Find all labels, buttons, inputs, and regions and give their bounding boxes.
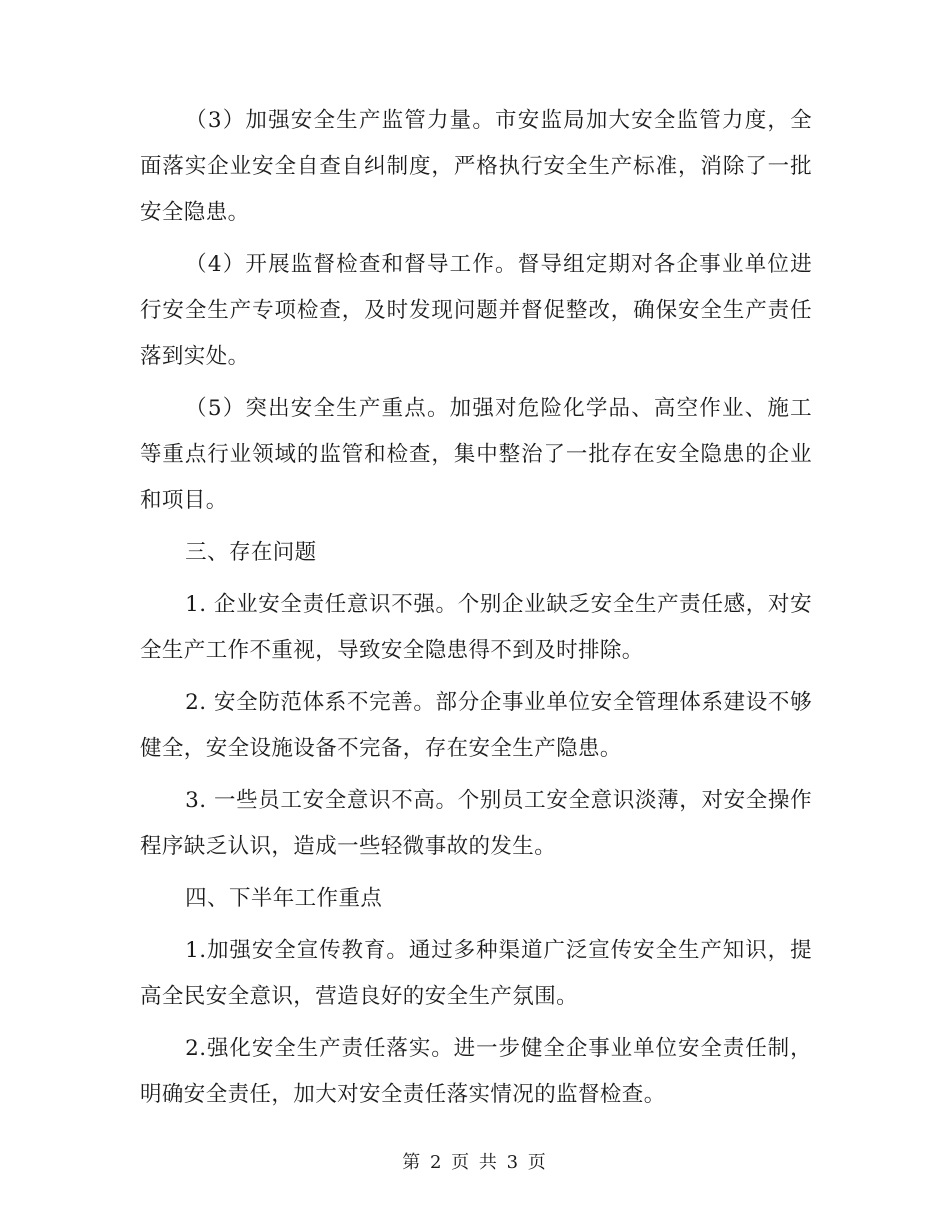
page-number-footer: 第 2 页 共 3 页 bbox=[402, 1152, 548, 1173]
paragraph-measure-3: （3）加强安全生产监管力量。市安监局加大安全监管力度，全面落实企业安全自查自纠制度，严格执行安全生产标准，消除了一批安全隐患。 bbox=[140, 108, 812, 225]
paragraph-problem-1: 1. 企业安全责任意识不强。个别企业缺乏安全生产责任感，对安全生产工作不重视，导致安全隐患得不到及时排除。 bbox=[140, 592, 812, 663]
paragraph-measure-5: （5）突出安全生产重点。加强对危险化学品、高空作业、施工等重点行业领域的监管和检查，集中整治了一批存在安全隐患的企业和项目。 bbox=[140, 396, 812, 513]
paragraph-problem-3: 3. 一些员工安全意识不高。个别员工安全意识淡薄，对安全操作程序缺乏认识，造成一些轻微事故的发生。 bbox=[140, 788, 812, 859]
section-heading-priorities: 四、下半年工作重点 bbox=[185, 886, 383, 911]
paragraph-measure-4: （4）开展监督检查和督导工作。督导组定期对各企事业单位进行安全生产专项检查，及时发现问题并督促整改，确保安全生产责任落到实处。 bbox=[140, 252, 812, 369]
paragraph-priority-1: 1.加强安全宣传教育。通过多种渠道广泛宣传安全生产知识，提高全民安全意识，营造良好的安全生产氛围。 bbox=[140, 938, 812, 1009]
paragraph-priority-2: 2.强化安全生产责任落实。进一步健全企事业单位安全责任制，明确安全责任，加大对安全责任落实情况的监督检查。 bbox=[140, 1036, 812, 1107]
document-body bbox=[140, 98, 812, 1124]
paragraph-problem-2: 2. 安全防范体系不完善。部分企事业单位安全管理体系建设不够健全，安全设施设备不完备，存在安全生产隐患。 bbox=[140, 690, 812, 761]
section-heading-problems: 三、存在问题 bbox=[185, 540, 317, 565]
